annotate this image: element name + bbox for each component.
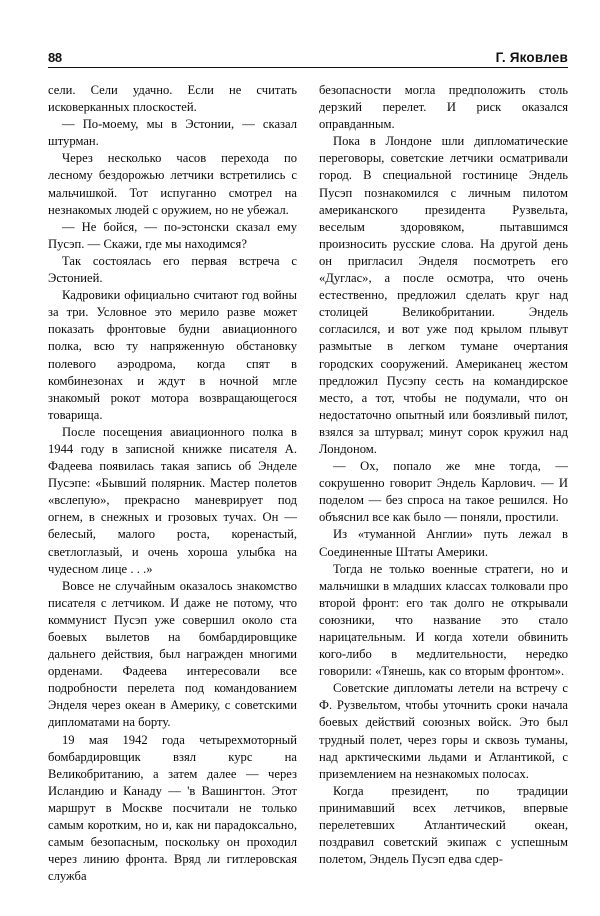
paragraph: Советские дипломаты летели на встречу с Ф. Рузвельтом, чтобы уточнить сроки начала боевых действий союзных войск. Это был трудный полет, через горы и сквозь туманы, над арктическими льдами и Атлантикой, с приземлением на незнакомых полосах.: [319, 681, 568, 781]
paragraph: Тогда не только военные стратеги, но и мальчишки в младших классах толковали про второй фронт: его так долго не открывали союзники, что название это стало нарицательным. И когда хотели обвинить кого-либо в медлительности, нередко говорили: «Тянешь, как со вторым фронтом».: [319, 561, 568, 679]
running-head: [48, 44, 568, 64]
header-rule: [48, 67, 568, 68]
paragraph: — Ох, попало же мне тогда, — сокрушенно говорит Эндель Карлович. — И поделом — без спроса на такое решился. Но объяснил все как было — поняли, простили.: [319, 459, 568, 525]
text-column-left: [48, 82, 297, 885]
paragraph: Через несколько часов перехода по лесному бездорожью летчики встретились с мальчишкой. Тот испуганно смотрел на незнакомых людей с оружием, но не убежал.: [48, 151, 297, 217]
paragraph: После посещения авиационного полка в 1944 году в записной книжке писателя А. Фадеева появилась такая запись об Энделе Пусэпе: «Бывший полярник. Мастер полетов «вслепую», прекрасно маневрирует под огнем, в снежных и грозовых тучах. Он — белесый, малого роста, коренастый, светлоглазый, и очень хороша улыбка на чудесном лице . . .»: [48, 424, 297, 576]
paragraph: Так состоялась его первая встреча с Эстонией.: [48, 253, 297, 286]
paragraph: 19 мая 1942 года четырехмоторный бомбардировщик взял курс на Великобританию, а затем далее — через Исландию и Канаду — 'в Вашингтон. Этот маршрут в Москве посчитали не только самым коротким, но и, как ни парадоксально, самым безопасным, поскольку он проходил через линию фронта. Вряд ли гитлеровская служба: [48, 732, 297, 884]
paragraph: Когда президент, по традиции принимавший всех летчиков, впервые перелетевших Атлантический океан, поздравил советский экипаж с успешным полетом, Эндель Пусэп едва сдер-: [319, 783, 568, 867]
paragraph: Из «туманной Англии» путь лежал в Соединенные Штаты Америки.: [319, 527, 568, 559]
text-column-right: [319, 82, 568, 868]
paragraph: Вовсе не случайным оказалось знакомство писателя с летчиком. И даже не потому, что коммунист Пусэп уже совершил около ста боевых вылетов на бомбардировщике дальнего действия, был награжден многими орденами. Фадеева интересовали все подробности перелета под командованием Энделя через океан в Америку, с советскими дипломатами на борту.: [48, 578, 297, 730]
paragraph: Кадровики официально считают год войны за три. Условное это мерило разве может показать фронтовые будни авиационного полка, всю ту напряженную обстановку полевого аэродрома, когда спят в комбинезонах и ждут в ночной мгле знакомый рокот мотора возвращающегося товарища.: [48, 288, 297, 422]
paragraph: безопасности могла предположить столь дерзкий перелет. И риск оказался оправданным.: [319, 83, 568, 132]
page-number: 88: [48, 50, 62, 65]
body-columns: [48, 82, 568, 910]
paragraph: — Не бойся, — по-эстонски сказал ему Пусэп. — Скажи, где мы находимся?: [48, 219, 297, 251]
paragraph: сели. Сели удачно. Если не считать исковерканных плоскостей.: [48, 83, 297, 115]
running-author: Г. Яковлев: [495, 49, 568, 65]
paragraph: Пока в Лондоне шли дипломатические переговоры, советские летчики осматривали город. В специальной гостинице Эндель Пусэп познакомился с личным пилотом американского президента Рузвельта, веселым здоровяком, пытавшимся произносить русские слова. На другой день он пригласил Энделя посмотреть его «Дуглас», а после осмотра, что очень естественно, предложил сделать круг над столицей Великобритании. Эндель согласился, и вот уже под крылом плывут размытые в легком тумане очертания городских сооружений. Американец жестом предложил Пусэпу сесть на командирское место, а тот, чтобы не подумали, что он недостаточно опытный или боязливый пилот, взялся за штурвал; минут сорок кружил над Лондоном.: [319, 134, 568, 456]
paragraph: — По-моему, мы в Эстонии, — сказал штурман.: [48, 117, 297, 149]
